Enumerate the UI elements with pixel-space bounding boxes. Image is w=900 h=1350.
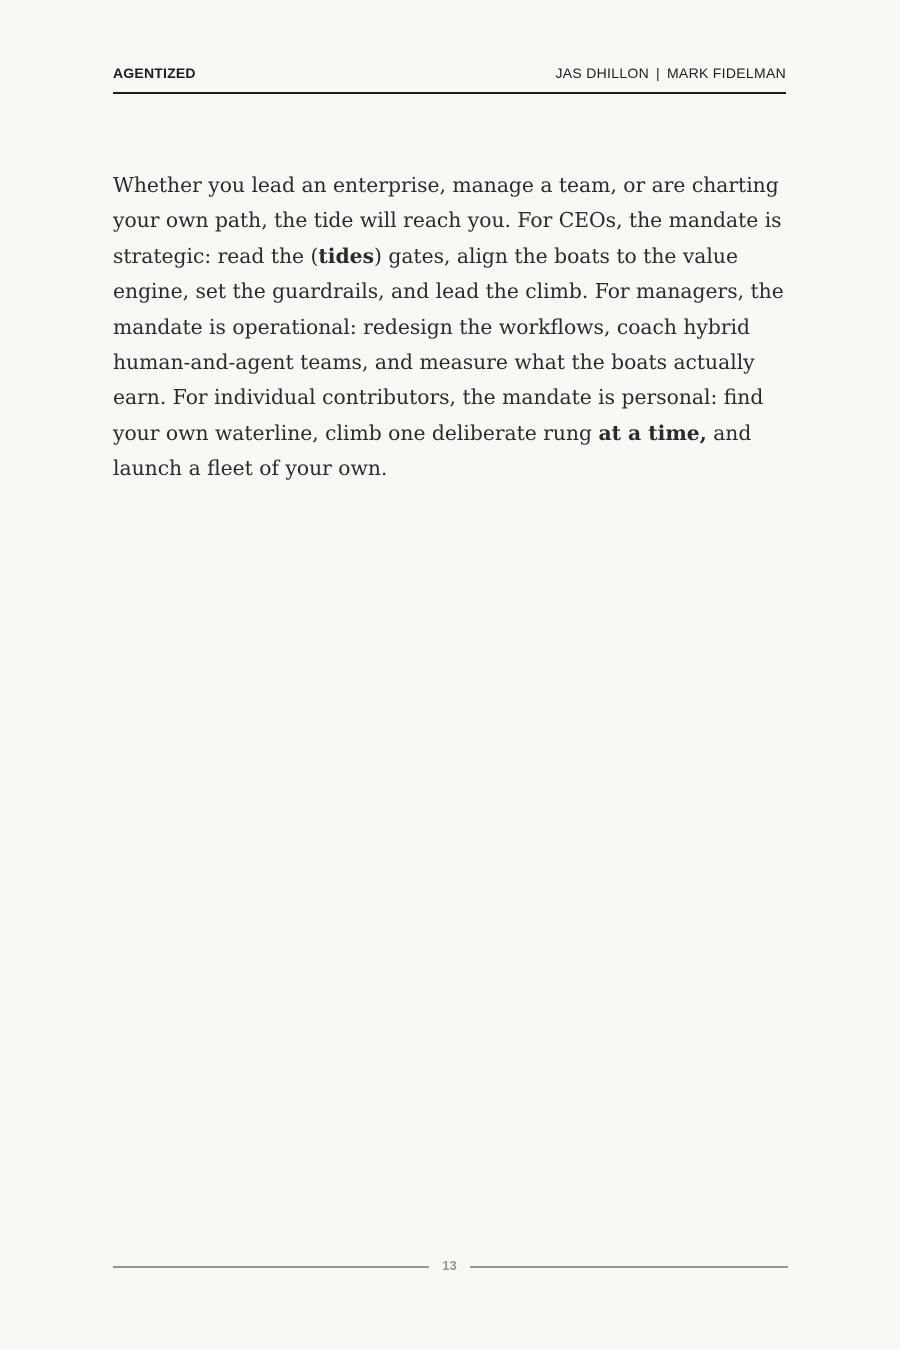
author-separator: |	[656, 65, 660, 81]
paragraph-text: and launch a fleet of your own.	[113, 420, 752, 481]
body-paragraph	[113, 168, 793, 487]
page-number: 13	[442, 1258, 457, 1273]
paragraph-text: ) gates, align the boats to the value engine, set the guardrails, and lead the climb. For managers, the mandate is operational: redesign the workflows, coach hybrid human-and-agent teams, and measure what the boats actually earn. For individual contributors, the mandate is personal: find your own waterline, climb one deliberate rung	[113, 243, 784, 445]
footer-rule	[113, 1266, 429, 1268]
author-name: JAS DHILLON	[555, 65, 650, 81]
book-title: AGENTIZED	[113, 65, 196, 81]
paragraph-text: Whether you lead an enterprise, manage a team, or are charting your own path, the tide will reach you. For CEOs, the mandate is strategic: read the (	[113, 173, 782, 268]
authors	[555, 65, 786, 81]
emphasis-text: at a time,	[598, 420, 707, 445]
page-footer	[113, 1256, 788, 1278]
author-name: MARK FIDELMAN	[666, 65, 786, 81]
emphasis-text: tides	[318, 243, 374, 268]
running-header	[113, 63, 786, 94]
footer-rule	[470, 1266, 788, 1268]
